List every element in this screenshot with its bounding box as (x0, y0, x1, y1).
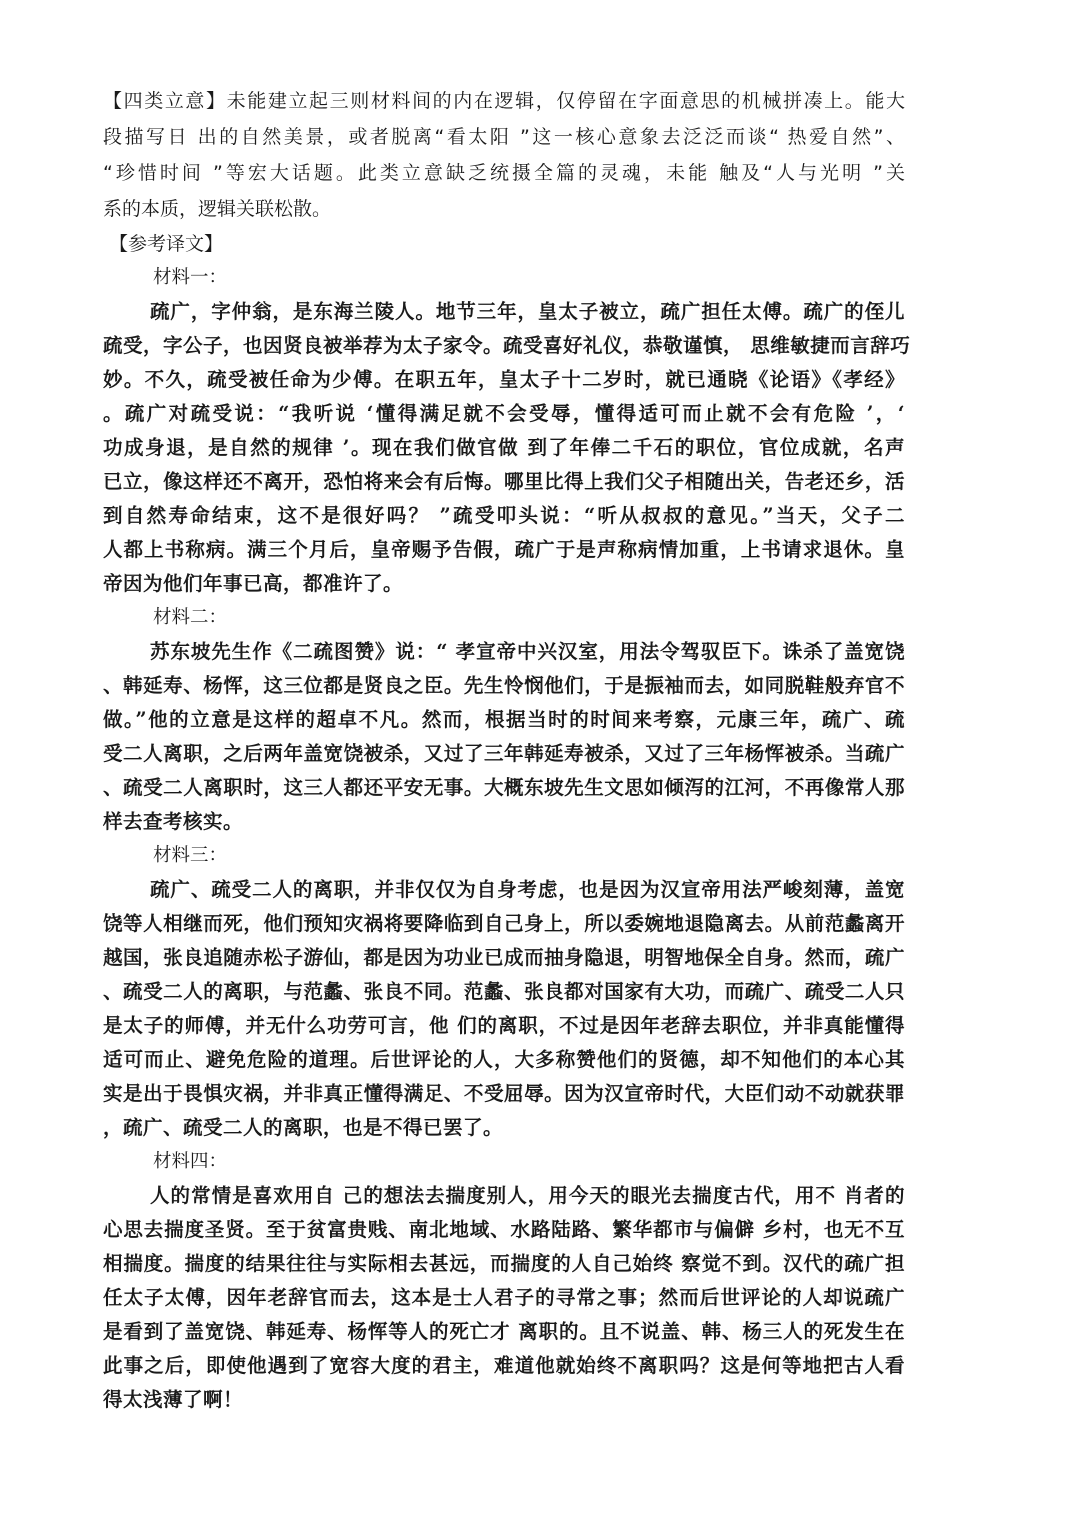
material-section (103, 601, 905, 839)
text-line: 疏广、疏受二人的离职，并非仅仅为自身考虑，也是因为汉宣帝用法严峻刻薄，盖宽 (150, 878, 905, 901)
text-line: 、韩延寿、杨恽，这三位都是贤良之臣。先生怜悯他们，于是振袖而去，如同脱鞋般弃官不 (103, 674, 905, 697)
intro-paragraph (103, 83, 905, 227)
material-label: 材料一： (153, 267, 228, 288)
document-page (103, 83, 911, 1417)
text-line: 样去查考核实。 (103, 810, 244, 833)
text-line: 【四类立意】未能建立起三则材料间的内在逻辑，仅停留在字面意思的机械拼凑上。能大 (103, 90, 905, 112)
materials (103, 261, 911, 1417)
text-line: 任太子太傅，因年老辞官而去，这本是士人君子的寻常之事；然而后世评论的人却说疏广 (103, 1286, 905, 1309)
text-line: 实是出于畏惧灾祸，并非真正懂得满足、不受屈辱。因为汉宣帝时代，大臣们动不动就获罪 (103, 1082, 905, 1105)
text-line: 适可而止、避免危险的道理。后世评论的人，大多称赞他们的贤德，却不知他们的本心其 (103, 1048, 905, 1071)
text-line: 饶等人相继而死，他们预知灾祸将要降临到自己身上，所以委婉地退隐离去。从前范蠡离开 (103, 912, 905, 935)
text-line: 段描写日 出的自然美景，或者脱离“看太阳 ”这一核心意象去泛泛而谈“ 热爱自然”、 (103, 126, 905, 148)
text-line: ，疏广、疏受二人的离职，也是不得已罢了。 (103, 1116, 504, 1139)
material-label: 材料二： (153, 607, 228, 628)
section-heading: 【参考译文】 (109, 233, 224, 255)
text-line: 得太浅薄了啊！ (103, 1388, 244, 1411)
text-line: 是看到了盖宽饶、韩延寿、杨恽等人的死亡才 离职的。且不说盖、韩、杨三人的死发生在 (103, 1320, 905, 1343)
text-line: 已立，像这样还不离开，恐怕将来会有后悔。哪里比得上我们父子相随出关，告老还乡，活 (103, 470, 905, 493)
text-line: 系的本质，逻辑关联松散。 (103, 198, 332, 220)
text-line: 相揣度。揣度的结果往往与实际相去甚远，而揣度的人自己始终 察觉不到。汉代的疏广担 (103, 1252, 905, 1275)
text-line: 做。”他的立意是这样的超卓不凡。然而，根据当时的时间来考察，元康三年，疏广、疏 (103, 708, 905, 731)
text-line: 妙。不久，疏受被任命为少傅。在职五年，皇太子十二岁时，就已通晓《论语》《孝经》 (103, 368, 905, 391)
text-line: 、疏受二人的离职，与范蠡、张良不同。范蠡、张良都对国家有大功，而疏广、疏受二人只 (103, 980, 905, 1003)
material-label: 材料四： (153, 1151, 228, 1172)
material-section (103, 1145, 905, 1417)
text-line: 是太子的师傅，并无什么功劳可言，他 们的离职，不过是因年老辞去职位，并非真能懂得 (103, 1014, 905, 1037)
text-line: 越国，张良追随赤松子游仙，都是因为功业已成而抽身隐退，明智地保全自身。然而，疏广 (103, 946, 905, 969)
text-line: 受二人离职，之后两年盖宽饶被杀，又过了三年韩延寿被杀，又过了三年杨恽被杀。当疏广 (103, 742, 905, 765)
text-line: 、疏受二人离职时，这三人都还平安无事。大概东坡先生文思如倾泻的江河，不再像常人那 (103, 776, 905, 799)
material-label: 材料三： (153, 845, 228, 866)
text-line: 疏广，字仲翁，是东海兰陵人。地节三年，皇太子被立，疏广担任太傅。疏广的侄儿 (150, 300, 905, 323)
text-line: 此事之后，即使他遇到了宽容大度的君主，难道他就始终不离职吗？这是何等地把古人看 (103, 1354, 905, 1377)
text-line: 疏受，字公子，也因贤良被举荐为太子家令。疏受喜好礼仪，恭敬谨慎， 思维敏捷而言辞巧 (103, 334, 911, 357)
material-section (103, 261, 911, 601)
material-section (103, 839, 905, 1145)
text-line: 心思去揣度圣贤。至于贫富贵贱、南北地域、水路陆路、繁华都市与偏僻 乡村，也无不互 (103, 1218, 905, 1241)
text-line: 苏东坡先生作《二疏图赞》说：“ 孝宣帝中兴汉室，用法令驾驭臣下。诛杀了盖宽饶 (150, 640, 905, 663)
text-line: 功成身退，是自然的规律 ’。现在我们做官做 到了年俸二千石的职位，官位成就，名声 (103, 436, 905, 459)
text-line: 帝因为他们年事已高，都准许了。 (103, 572, 404, 595)
text-line: 到自然寿命结束，这不是很好吗？ ”疏受叩头说：“听从叔叔的意见。”当天，父子二 (103, 504, 905, 527)
text-line: 人的常情是喜欢用自 己的想法去揣度别人，用今天的眼光去揣度古代，用不 肖者的 (150, 1184, 905, 1207)
text-line: 人都上书称病。满三个月后，皇帝赐予告假，疏广于是声称病情加重，上书请求退休。皇 (103, 538, 905, 561)
text-line: “珍惜时间 ”等宏大话题。此类立意缺乏统摄全篇的灵魂，未能 触及“人与光明 ”关 (103, 162, 905, 184)
text-line: 。疏广对疏受说：“我听说 ‘懂得满足就不会受辱，懂得适可而止就不会有危险 ’，‘ (103, 402, 905, 425)
